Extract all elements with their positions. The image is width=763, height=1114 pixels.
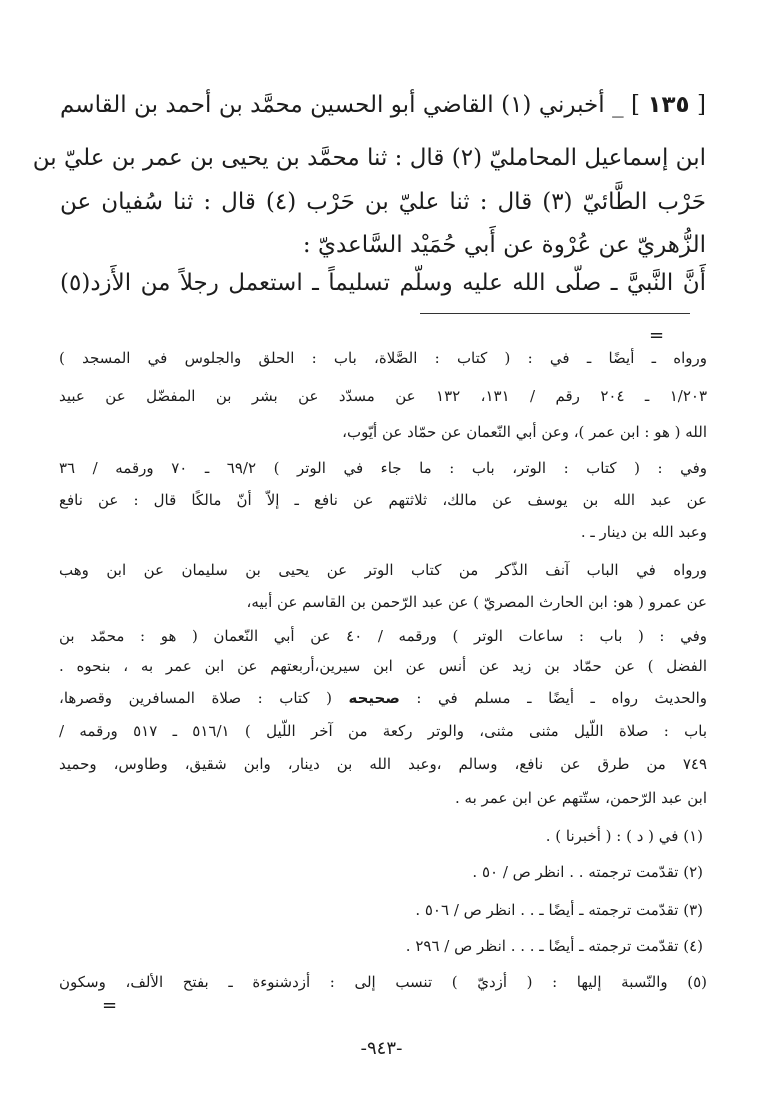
hadith-number: ١٣٥	[647, 92, 690, 118]
footnote-4: (٤) تقدّمت ترجمته ـ أيضًا ـ . . . انظر ص / ٢٩٦ .	[405, 937, 703, 955]
footnote-3: (٣) تقدّمت ترجمته ـ أيضًا ـ . . انظر ص / ٥٠٦ .	[415, 901, 703, 919]
footnote-5: (٥) والنّسبة إليها : ( أزديّ ) تنسب إلى : أزدشنوءة ـ بفتح الألف، وسكون	[59, 973, 707, 991]
commentary-line-2: ١/٢٠٣ ـ ٢٠٤ رقم / ١٣١، ١٣٢ عن مسدّد عن بشر بن المفضّل عن عبيد	[59, 387, 707, 405]
commentary-line-13: ٧٤٩ من طرق عن نافع، وسالم ،وعبد الله بن دينار، وابن شقيق، وطاوس، وحميد	[59, 755, 707, 773]
book-title-sahih: صحيحه	[348, 689, 400, 707]
commentary-line-7: ورواه في الباب آنف الذّكر من كتاب الوتر عن يحيى بن سليمان عن ابن وهب	[59, 561, 707, 579]
main-line-1-text: ] _ أخبرني (١) القاضي أبو الحسين محمَّد بن أحمد بن القاسم	[60, 92, 640, 118]
commentary-line-3: الله ( هو : ابن عمر )، وعن أبي النّعمان عن حمّاد عن أيّوب،	[342, 423, 707, 441]
main-line-5: أَنَّ النَّبيَّ ـ صلّى الله عليه وسلّم تسليماً ـ استعمل رجلاً من الأَزد(٥)	[60, 270, 706, 296]
commentary-line-14: ابن عبد الرّحمن، ستّتهم عن ابن عمر به .	[454, 789, 707, 807]
commentary-line-11-pre: والحديث رواه ـ أيضًا ـ مسلم في :	[416, 689, 707, 707]
main-line-1	[60, 88, 706, 122]
bracket-open: [	[697, 92, 707, 118]
commentary-line-6: وعبد الله بن دينار ـ .	[580, 523, 707, 541]
commentary-line-4: وفي : ( كتاب : الوتر، باب : ما جاء في الوتر ) ٦٩/٢ ـ ٧٠ ورقمه / ٣٦	[59, 459, 707, 477]
continuation-mark-top: =	[649, 325, 665, 346]
main-line-2: ابن إسماعيل المحامليّ (٢) قال : ثنا محمَّد بن يحيى بن عمر بن عليّ بن	[32, 145, 706, 171]
footnote-1: (١) في ( د ) : ( أخبرنا ) .	[545, 827, 703, 845]
commentary-line-11-post: ( كتاب : صلاة المسافرين وقصرها،	[59, 689, 332, 707]
commentary-line-9: وفي : ( باب : ساعات الوتر ) ورقمه / ٤٠ عن أبي النّعمان ( هو : محمّد بن	[59, 627, 707, 645]
commentary-line-11	[59, 686, 707, 710]
footnote-separator-rule	[420, 313, 690, 314]
commentary-line-5: عن عبد الله بن يوسف عن مالك، ثلاثتهم عن نافع ـ إلاّ أنّ مالكًا قال : عن نافع	[59, 491, 707, 509]
page-number: -٩٤٣-	[360, 1038, 403, 1059]
commentary-line-12: باب : صلاة اللّيل مثنى مثنى، والوتر ركعة من آخر اللّيل ) ٥١٦/١ ـ ٥١٧ ورقمه /	[59, 722, 707, 740]
main-line-3: حَرْب الطَّائيّ (٣) قال : ثنا عليّ بن حَرْب (٤) قال : ثنا سُفيان عن	[60, 189, 706, 215]
commentary-line-1: ورواه ـ أيضًا ـ في : ( كتاب : الصَّلاة، باب : الحلق والجلوس في المسجد )	[59, 349, 707, 367]
commentary-line-10: الفضل ) عن حمّاد بن زيد عن أنس عن ابن سيرين،أربعتهم عن ابن عمر به ، بنحوه .	[59, 657, 707, 675]
continuation-mark-bottom: =	[102, 995, 118, 1016]
commentary-line-8: عن عمرو ( هو: ابن الحارث المصريّ ) عن عبد الرّحمن بن القاسم عن أبيه،	[246, 593, 707, 611]
footnote-2: (٢) تقدّمت ترجمته . . انظر ص / ٥٠ .	[472, 863, 703, 881]
main-line-4: الزُّهريّ عن عُرْوة عن أَبي حُمَيْد السَّاعديّ :	[302, 232, 706, 258]
